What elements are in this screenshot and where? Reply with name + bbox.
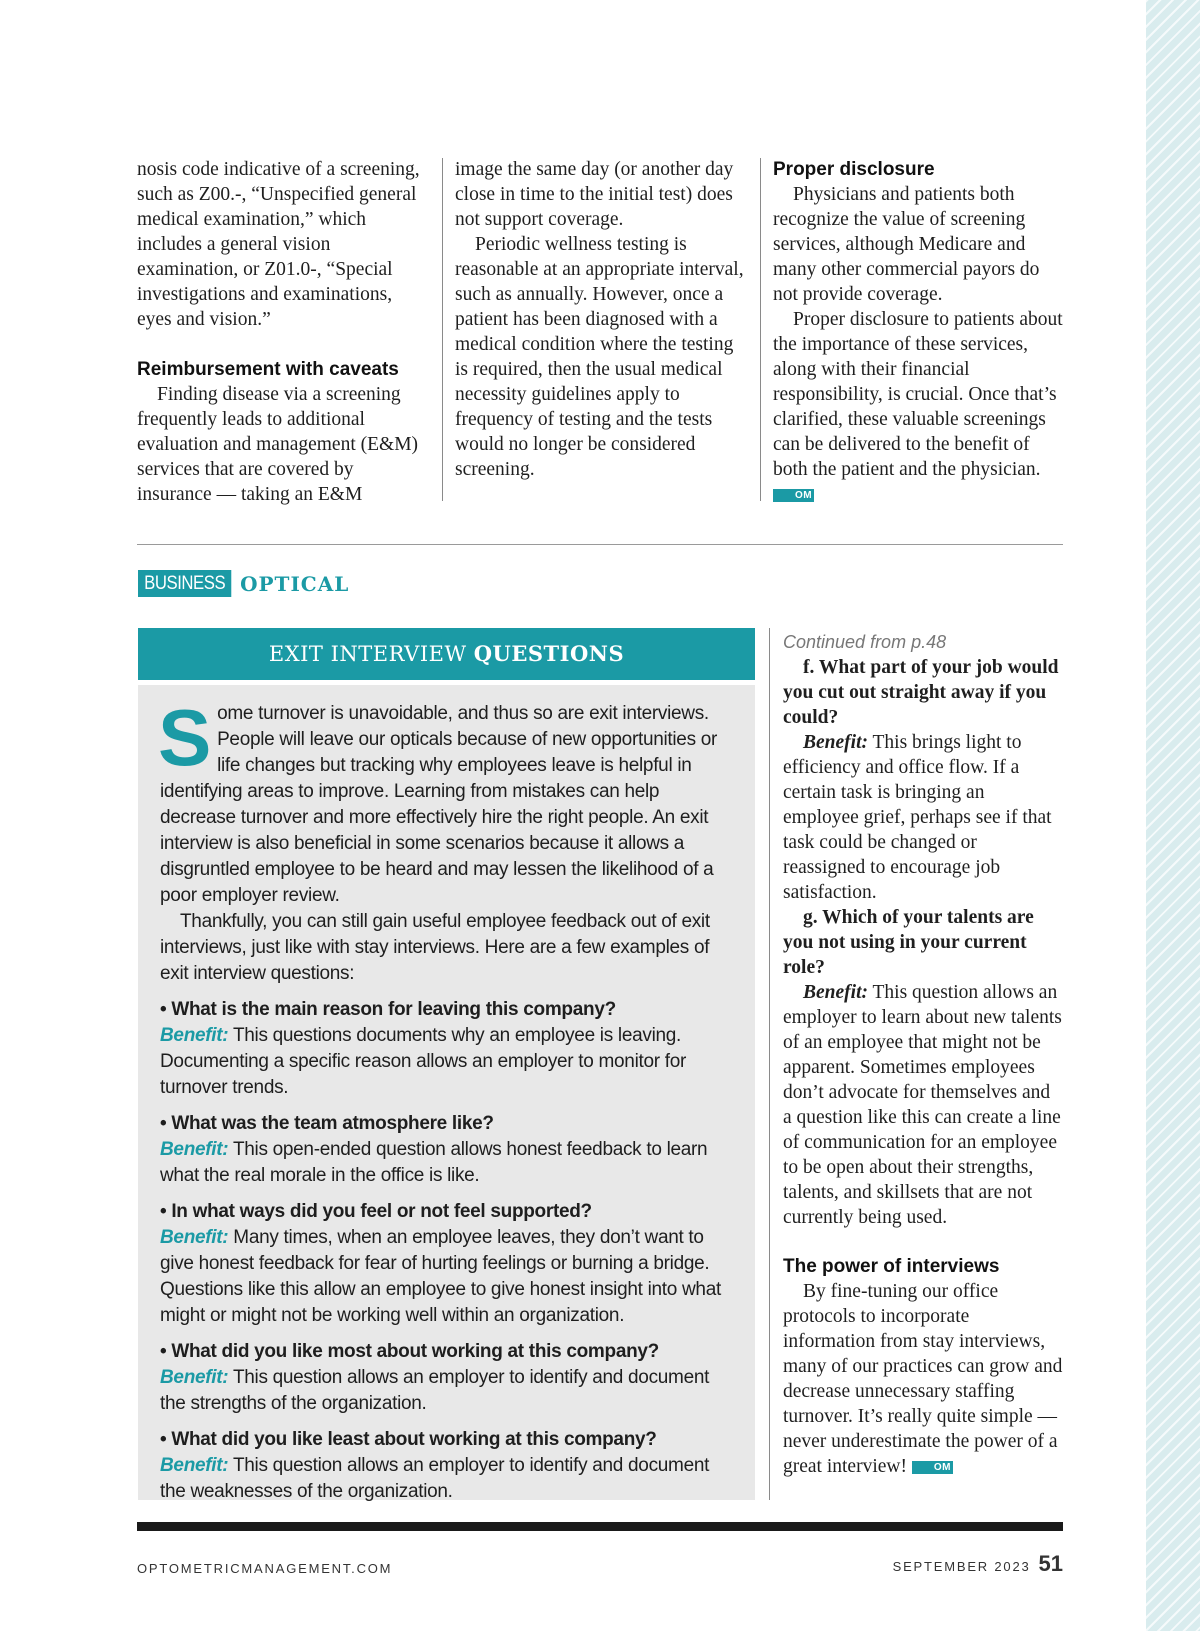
- question-text: • What is the main reason for leaving this company?: [160, 999, 616, 1020]
- benefit-label: Benefit:: [803, 732, 868, 753]
- top-column-1: [137, 157, 427, 507]
- benefit-text: This questions documents why an employee is leaving. Documenting a specific reason allows an employer to monitor for turnover trends.: [160, 1025, 687, 1098]
- right-paragraph-text: By fine-tuning our office protocols to incorporate information from stay interviews, many of our practices can grow and decrease unnecessary staffing turnover. It’s really quite simple — never underestimate the power of a great interview!: [783, 1281, 1063, 1477]
- benefit-label: Benefit:: [803, 982, 868, 1003]
- benefit-text: This question allows an employer to identify and document the strengths of the organization.: [160, 1367, 710, 1414]
- column-divider: [760, 158, 761, 501]
- sidebar-title-light: EXIT INTERVIEW: [268, 642, 474, 666]
- sidebar-intro-2: Thankfully, you can still gain useful employee feedback out of exit interviews, just like with stay interviews. Here are a few examples of exit interview questions:: [160, 911, 710, 984]
- benefit-text: Many times, when an employee leaves, they don’t want to give honest feedback for fear of hurting feelings or burning a bridge. Questions like this allow an employee to give honest insight into what might or might not be working well within an organization.: [160, 1227, 721, 1326]
- right-column: [783, 630, 1063, 1479]
- question-item: [160, 1111, 737, 1189]
- benefit-f: [783, 730, 1063, 905]
- benefit-label: Benefit:: [160, 1367, 229, 1388]
- question-text: • What was the team atmosphere like?: [160, 1113, 494, 1134]
- top-column-3: [773, 157, 1063, 507]
- om-end-mark: OM: [773, 489, 814, 502]
- column-divider: [442, 158, 443, 501]
- benefit-g: [783, 980, 1063, 1230]
- section-tag: [138, 570, 349, 597]
- question-item: [160, 1199, 737, 1329]
- decorative-side-stripe: [1146, 0, 1200, 1631]
- sidebar-body: [138, 685, 755, 1500]
- col1-paragraph-1: nosis code indicative of a screening, such as Z00.-, “Unspecified general medical examination,” which includes a general vision examination, or Z01.0-, “Special investigations and examinations, eyes and vision.”: [137, 159, 420, 330]
- sidebar-intro-1: [158, 693, 737, 909]
- benefit-f-text: This brings light to efficiency and office flow. If a certain task is bringing an employee grief, perhaps see if that task could be changed or reassigned to encourage job satisfaction.: [783, 732, 1052, 903]
- col3-paragraph-1: Physicians and patients both recognize the value of screening services, although Medicare and many other commercial payors do not provide coverage.: [773, 184, 1040, 305]
- benefit-text: This question allows an employer to identify and document the weaknesses of the organization.: [160, 1455, 710, 1502]
- sidebar-intro-1-text: ome turnover is unavoidable, and thus so are exit interviews. People will leave our opticals because of new opportunities or life changes but tracking why employees leave is helpful in identifying areas to improve. Learning from mistakes can help decrease turnover and more effectively hire the right people. An exit interview is also beneficial in some scenarios because it allows a disgruntled employee to be heard and may lessen the likelihood of a poor employer review.: [160, 703, 718, 906]
- benefit-text: This open-ended question allows honest feedback to learn what the real morale in the office is like.: [160, 1139, 708, 1186]
- question-item: [160, 1427, 737, 1505]
- footer-bar: [137, 1522, 1063, 1531]
- right-paragraph: [783, 1279, 1063, 1479]
- benefit-label: Benefit:: [160, 1139, 229, 1160]
- sidebar-title-bold: QUESTIONS: [473, 641, 625, 666]
- footer-date: SEPTEMBER 2023: [892, 1559, 1031, 1574]
- col1-heading: Reimbursement with caveats: [137, 359, 399, 380]
- question-text: • What did you like least about working at this company?: [160, 1429, 657, 1450]
- benefit-label: Benefit:: [160, 1025, 229, 1046]
- col3-paragraph-2: Proper disclosure to patients about the importance of these services, along with their financial responsibility, is crucial. Once that’s clarified, these valuable screenings can be delivered to the benefit of both the patient and the physician.: [773, 309, 1063, 480]
- question-item: [160, 997, 737, 1101]
- footer-site: OPTOMETRICMANAGEMENT.COM: [137, 1561, 393, 1576]
- page-number: 51: [1038, 1551, 1063, 1576]
- question-item: [160, 1339, 737, 1417]
- drop-cap: S: [158, 693, 212, 782]
- column-divider: [769, 628, 770, 1500]
- benefit-g-text: This question allows an employer to learn about new talents of an employee that might not be apparent. Sometimes employees don’t advocate for themselves and a question like this can create a line of communication for an employee to be open about their strengths, talents, and skillsets that are not currently being used.: [783, 982, 1062, 1228]
- right-heading: The power of interviews: [783, 1256, 1000, 1277]
- sidebar-title: [138, 628, 755, 680]
- section-title: OPTICAL: [240, 571, 350, 596]
- col2-paragraph-2: Periodic wellness testing is reasonable at an appropriate interval, such as annually. However, once a patient has been diagnosed with a medical condition where the testing is required, then the usual medical necessity guidelines apply to frequency of testing and the tests would no longer be considered screening.: [455, 234, 744, 480]
- top-column-2: [455, 157, 747, 482]
- question-g: g. Which of your talents are you not using in your current role?: [783, 907, 1034, 978]
- question-text: • What did you like most about working at this company?: [160, 1341, 659, 1362]
- col3-heading: Proper disclosure: [773, 159, 935, 180]
- benefit-label: Benefit:: [160, 1227, 229, 1248]
- question-text: • In what ways did you feel or not feel supported?: [160, 1201, 592, 1222]
- section-divider: [137, 544, 1063, 545]
- continued-from: Continued from p.48: [783, 632, 947, 652]
- col2-paragraph-1: image the same day (or another day close in time to the initial test) does not support coverage.: [455, 159, 734, 230]
- footer-right: [893, 1551, 1063, 1577]
- col1-paragraph-2: Finding disease via a screening frequently leads to additional evaluation and management (E&M) services that are covered by insurance — taking an E&M: [137, 384, 419, 505]
- col3-paragraph-2-wrap: [773, 307, 1063, 507]
- om-end-mark: OM: [912, 1461, 953, 1474]
- question-f: f. What part of your job would you cut out straight away if you could?: [783, 657, 1059, 728]
- section-tag-box: BUSINESS: [138, 570, 231, 597]
- benefit-label: Benefit:: [160, 1455, 229, 1476]
